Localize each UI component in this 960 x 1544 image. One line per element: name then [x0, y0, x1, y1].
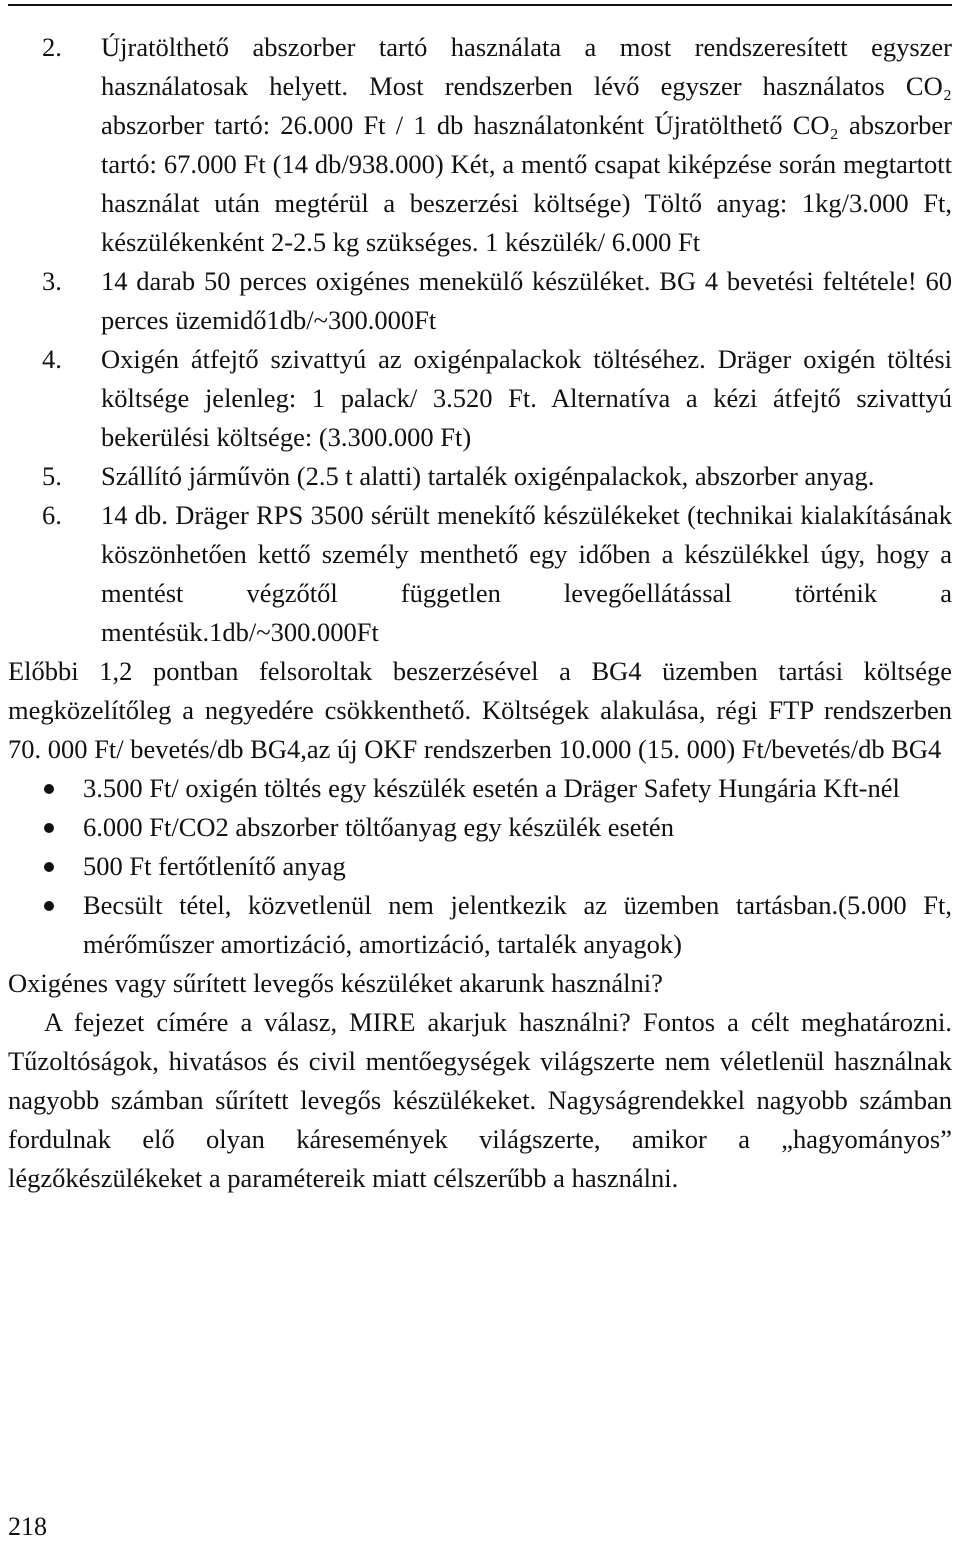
list-item-text: 14 db. Dräger RPS 3500 sérült menekítő készülékeket (technikai kialakításának köszönhetően kettő személy menthető egy időben a készülékkel úgy, hogy a mentést végzőtől független levegőellátással történik a mentésük.1db/~300.000Ft [101, 500, 952, 647]
bullet-text: Becsült tétel, közvetlenül nem jelentkezik az üzemben tartásban.(5.000 Ft, mérőműszer amortizáció, amortizáció, tartalék anyagok) [83, 890, 952, 959]
answer-paragraph: A fejezet címére a válasz, MIRE akarjuk használni? Fontos a célt meghatározni. Tűzoltóságok, hivatásos és civil mentőegységek világszerte nem véletlenül használnak nagyobb számban sűrített levegős készülékeket. Nagyságrendekkel nagyobb számban fordulnak elő olyan káresemények világszerte, amikor a „hagyományos” légzőkészülékeket a paramétereik miatt célszerűbb a használni. [8, 1007, 952, 1193]
list-item-text: Szállító járművön (2.5 t alatti) tartalék oxigénpalackok, abszorber anyag. [101, 461, 875, 491]
list-item-number: 5. [42, 461, 62, 491]
header-rule [8, 4, 952, 6]
bullet-icon [44, 901, 54, 911]
list-item-number: 6. [42, 500, 62, 530]
bullet-text: 3.500 Ft/ oxigén töltés egy készülék esetén a Dräger Safety Hungária Kft-nél [83, 773, 900, 803]
list-item-number: 3. [42, 266, 62, 296]
bullet-item [8, 769, 952, 808]
page-content [8, 28, 952, 1198]
bullet-item [8, 808, 952, 847]
list-item-number: 4. [42, 344, 62, 374]
list-item [8, 28, 952, 262]
bullet-icon [44, 784, 54, 794]
bullet-icon [44, 823, 54, 833]
list-item-text: Oxigén átfejtő szivattyú az oxigénpalackok töltéséhez. Dräger oxigén töltési költsége jelenleg: 1 palack/ 3.520 Ft. Alternatíva a kézi átfejtő szivattyú bekerülési költsége: (3.300.000 Ft) [101, 344, 952, 452]
bullet-icon [44, 862, 54, 872]
bullet-text: 6.000 Ft/CO2 abszorber töltőanyag egy készülék esetén [83, 812, 674, 842]
bullet-item [8, 886, 952, 964]
bullet-list [8, 769, 952, 964]
list-item [8, 496, 952, 652]
cost-paragraph: Előbbi 1,2 pontban felsoroltak beszerzésével a BG4 üzemben tartási költsége megközelítőleg a negyedére csökkenthető. Költségek alakulása, régi FTP rendszerben 70. 000 Ft/ bevetés/db BG4,az új OKF rendszerben 10.000 (15. 000) Ft/bevetés/db BG4 [8, 656, 952, 764]
list-item [8, 457, 952, 496]
numbered-list [8, 28, 952, 652]
list-item [8, 340, 952, 457]
list-item-text: Újratölthető abszorber tartó használata a most rendszeresített egyszer használatosak helyett. Most rendszerben lévő egyszer használatos CO₂ abszorber tartó: 26.000 Ft / 1 db használatonként Újratölthető CO₂ abszorber tartó: 67.000 Ft (14 db/938.000) Két, a mentő csapat kiképzése során megtartott használat után megtérül a beszerzési költsége) Töltő anyag: 1kg/3.000 Ft, készülékenként 2-2.5 kg szükséges. 1 készülék/ 6.000 Ft [101, 32, 952, 257]
list-item [8, 262, 952, 340]
question-line: Oxigénes vagy sűrített levegős készüléket akarunk használni? [8, 968, 663, 998]
page-number: 218 [8, 1512, 47, 1541]
bullet-text: 500 Ft fertőtlenítő anyag [83, 851, 346, 881]
list-item-number: 2. [42, 32, 62, 62]
list-item-text: 14 darab 50 perces oxigénes menekülő készüléket. BG 4 bevetési feltétele! 60 perces üzemidő1db/~300.000Ft [101, 266, 952, 335]
bullet-item [8, 847, 952, 886]
